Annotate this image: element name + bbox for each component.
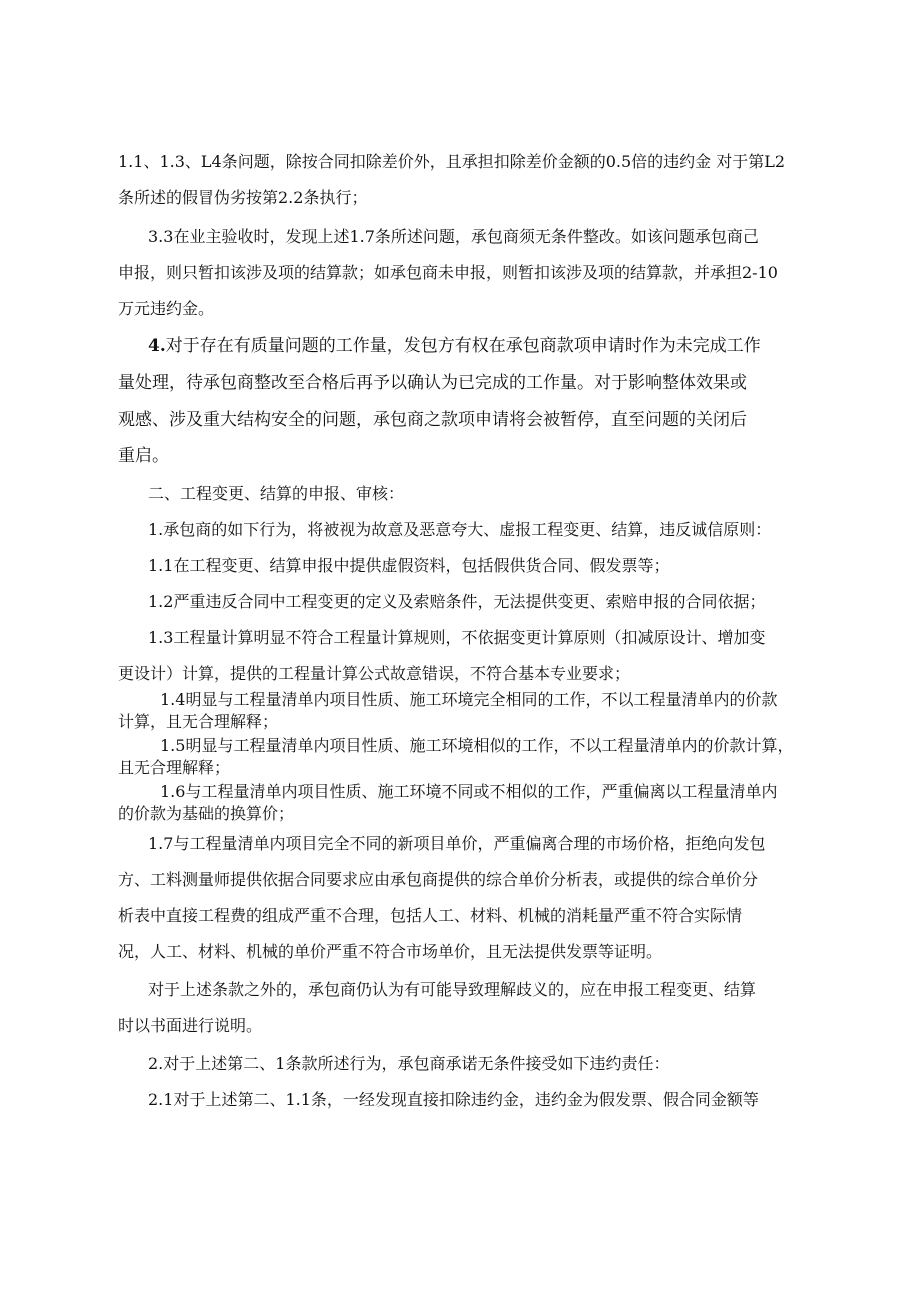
item-1: 1.承包商的如下行为，将被视为故意及恶意夸大、虚报工程变更、结算，违反诚信原则： bbox=[148, 520, 772, 539]
item-2: 2.对于上述第二、1条款所述行为，承包商承诺无条件接受如下违约责任： bbox=[148, 1054, 670, 1073]
item-1-3-line-2: 更设计）计算，提供的工程量计算公式故意错误，不符合基本专业要求； bbox=[118, 664, 631, 683]
note-line-2: 时以书面进行说明。 bbox=[118, 1016, 263, 1035]
item-1-2: 1.2严重违反合同中工程变更的定义及索赔条件，无法提供变更、索赔申报的合同依据； bbox=[148, 592, 766, 611]
item-1-3-line-1: 1.3工程量计算明显不符合工程量计算规则，不依据变更计算原则（扣减原设计、增加变 bbox=[148, 628, 766, 647]
p3-line-1-text: 对于存在有质量问题的工作量，发包方有权在承包商款项申请时作为未完成工作 bbox=[165, 336, 761, 356]
item-1-4-line-2: 计算，且无合理解释； bbox=[118, 712, 279, 731]
item-1-5-line-2: 且无合理解释； bbox=[118, 758, 231, 777]
item-1-7-line-4: 况，人工、材料、机械的单价严重不符合市场单价，且无法提供发票等证明。 bbox=[118, 942, 663, 961]
item-1-7-line-1: 1.7与工程量清单内项目完全不同的新项目单价，严重偏离合理的市场价格，拒绝向发包 bbox=[148, 834, 766, 853]
note-line-1: 对于上述条款之外的，承包商仍认为有可能导致理解歧义的，应在申报工程变更、结算 bbox=[148, 980, 757, 999]
p3-number: 4. bbox=[148, 336, 166, 356]
p3-line-2: 量处理，待承包商整改至合格后再予以确认为已完成的工作量。对于影响整体效果或 bbox=[118, 373, 747, 393]
p1-line-1: 1.1、1.3、L4条问题，除按合同扣除差价外，且承担扣除差价金额的0.5倍的违约金 对于第L2 bbox=[118, 152, 786, 171]
item-1-6-line-2: 的价款为基础的换算价； bbox=[118, 804, 295, 823]
item-1-5-line-1: 1.5明显与工程量清单内项目性质、施工环境相似的工作，不以工程量清单内的价款计算， bbox=[160, 736, 794, 755]
p3-line-3: 观感、涉及重大结构安全的问题，承包商之款项申请将会被暂停，直至问题的关闭后 bbox=[118, 410, 747, 430]
p1-line-2: 条所述的假冒伪劣按第2.2条执行； bbox=[118, 188, 368, 207]
p3-line-1 bbox=[148, 336, 761, 356]
item-2-1: 2.1对于上述第二、1.1条，一经发现直接扣除违约金，违约金为假发票、假合同金额等 bbox=[148, 1090, 759, 1109]
section-heading-2: 二、工程变更、结算的申报、审核： bbox=[148, 484, 405, 503]
p2-line-1: 3.3在业主验收时，发现上述1.7条所述问题，承包商须无条件整改。如该问题承包商己 bbox=[148, 227, 759, 246]
p3-line-4: 重启。 bbox=[118, 446, 169, 466]
item-1-6-line-1: 1.6与工程量清单内项目性质、施工环境不同或不相似的工作，严重偏离以工程量清单内 bbox=[160, 782, 778, 801]
p2-line-3: 万元违约金。 bbox=[118, 299, 215, 318]
item-1-7-line-2: 方、工料测量师提供依据合同要求应由承包商提供的综合单价分析表，或提供的综合单价分 bbox=[118, 870, 759, 889]
item-1-7-line-3: 析表中直接工程费的组成严重不合理，包括人工、材料、机械的消耗量严重不符合实际情 bbox=[118, 906, 743, 925]
item-1-4-line-1: 1.4明显与工程量清单内项目性质、施工环境完全相同的工作，不以工程量清单内的价款 bbox=[160, 690, 778, 709]
item-1-1: 1.1在工程变更、结算申报中提供虚假资料，包括假供货合同、假发票等； bbox=[148, 556, 670, 575]
p2-line-2: 申报，则只暂扣该涉及项的结算款；如承包商未申报，则暂扣该涉及项的结算款，并承担2-10 bbox=[118, 263, 778, 282]
